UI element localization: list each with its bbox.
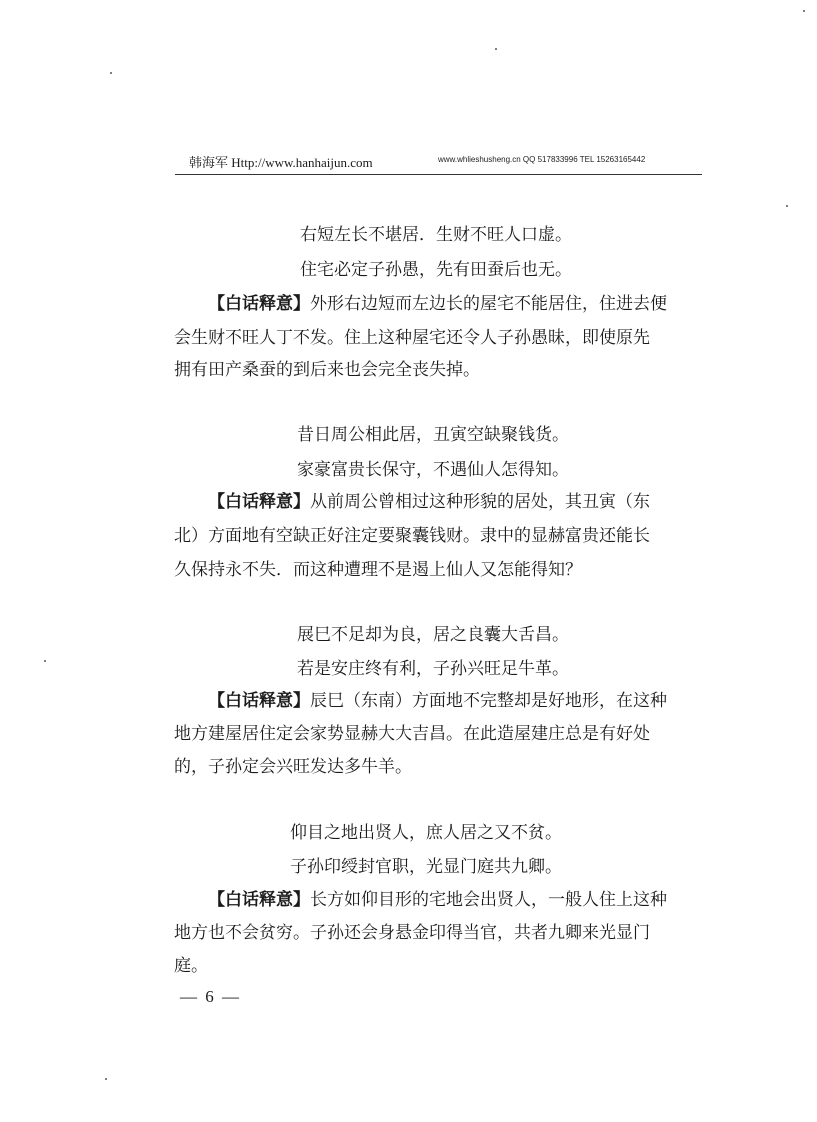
explanation-tag: 【白话释意】 — [208, 492, 310, 512]
explanation-line: 的，子孙定会兴旺发达多牛羊。 — [174, 757, 412, 777]
explanation-line: 地方建屋居住定会家势显赫大大吉昌。在此造屋建庄总是有好处 — [174, 724, 650, 744]
explanation-text: 从前周公曾相过这种形貌的居处，其丑寅（东 — [310, 492, 650, 512]
scan-speck — [110, 72, 112, 74]
scan-speck — [786, 205, 788, 207]
verse-line: 住宅必定子孙愚，先有田蚕后也无。 — [300, 260, 572, 280]
running-header — [175, 148, 702, 175]
header-site-title: 韩海军 Http://www.hanhaijun.com — [189, 155, 373, 170]
explanation-line: 北）方面地有空缺正好注定要聚囊钱财。隶中的显赫富贵还能长 — [174, 526, 650, 546]
explanation-line: 久保持永不失．而这种遭理不是遏上仙人又怎能得知？ — [174, 560, 582, 580]
explanation-line — [208, 889, 667, 911]
explanation-line — [208, 491, 650, 513]
scan-speck — [44, 660, 46, 662]
explanation-tag: 【白话释意】 — [208, 691, 310, 711]
verse-line: 仰目之地出贤人，庶人居之又不贫。 — [290, 823, 562, 843]
page-number: — 6 — — [180, 987, 241, 1006]
explanation-line: 地方也不会贫穷。子孙还会身悬金印得当官，共者九卿来光显门 — [174, 923, 650, 943]
verse-line: 家豪富贵长保守，不遇仙人怎得知。 — [297, 460, 569, 480]
explanation-text: 外形右边短而左边长的屋宅不能居住，住进去便 — [310, 294, 667, 314]
verse-line: 子孙印绶封官职，光显门庭共九卿。 — [290, 857, 562, 877]
header-contact-info: www.whlieshusheng.cn QQ 517833996 TEL 15263165442 — [438, 155, 646, 164]
verse-line: 展巳不足却为良，居之良囊大舌昌。 — [297, 625, 569, 645]
explanation-text: 长方如仰目形的宅地会出贤人，一般人住上这种 — [310, 890, 667, 910]
verse-line: 昔日周公相此居，丑寅空缺聚钱货。 — [297, 425, 569, 445]
explanation-text: 辰巳（东南）方面地不完整却是好地形，在这种 — [310, 691, 667, 711]
explanation-line: 会生财不旺人丁不发。住上这种屋宅还令人子孙愚昧，即使原先 — [174, 328, 650, 348]
verse-line: 右短左长不堪居．生财不旺人口虚。 — [300, 225, 572, 245]
verse-line: 若是安庄终有利，子孙兴旺足牛革。 — [297, 659, 569, 679]
scan-speck — [803, 10, 805, 12]
explanation-line: 拥有田产桑蚕的到后来也会完全丧失掉。 — [174, 360, 480, 380]
explanation-line — [208, 690, 667, 712]
explanation-line — [208, 293, 667, 315]
scan-speck — [495, 48, 497, 50]
explanation-line: 庭。 — [174, 956, 208, 976]
scan-speck — [105, 1078, 107, 1080]
explanation-tag: 【白话释意】 — [208, 294, 310, 314]
explanation-tag: 【白话释意】 — [208, 890, 310, 910]
